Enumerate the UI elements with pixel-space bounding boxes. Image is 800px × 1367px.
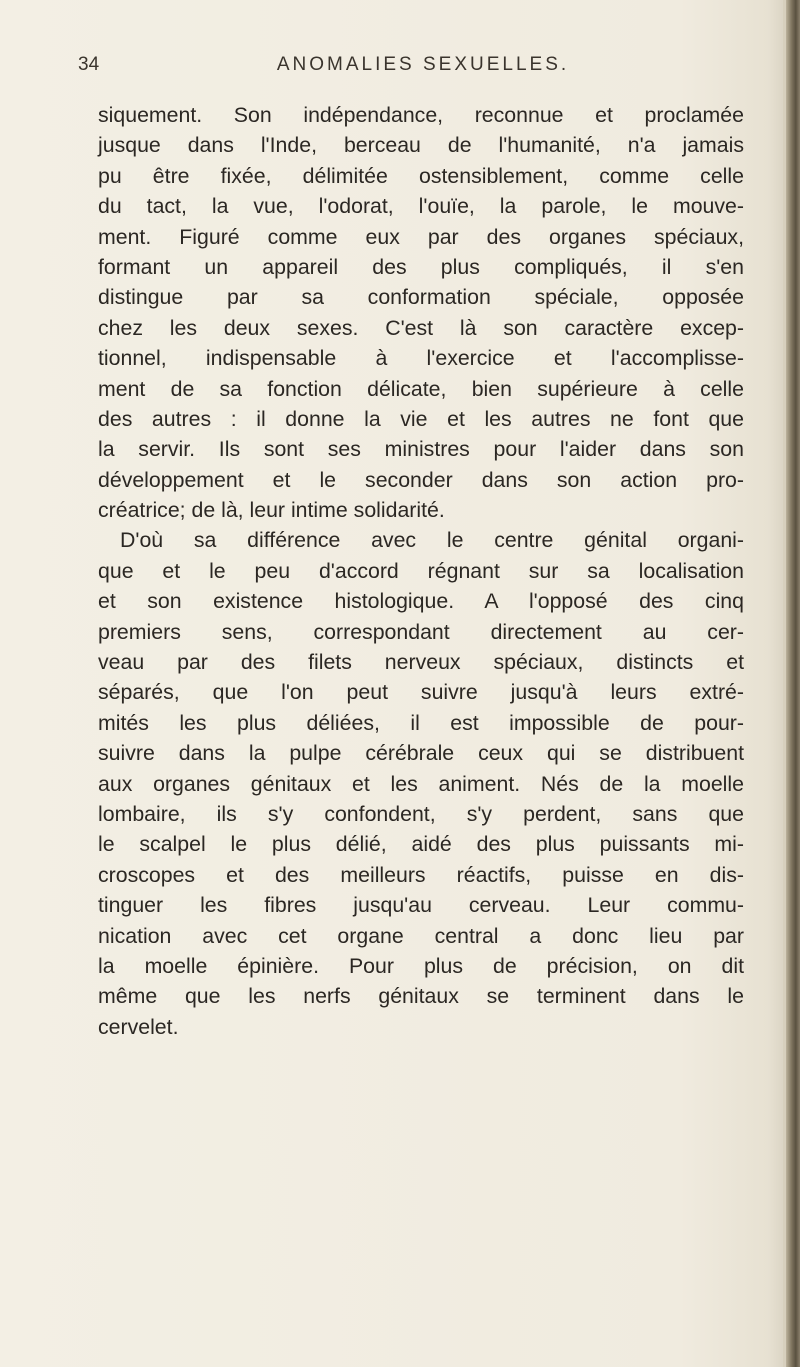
text-line: chez les deux sexes. C'est là son caractère excep-: [98, 315, 744, 340]
text-line: lombaire, ils s'y confondent, s'y perdent, sans que: [98, 801, 744, 826]
book-spine-edge: [786, 0, 800, 1367]
body-text: [98, 100, 744, 1042]
text-line: premiers sens, correspondant directement au cer-: [98, 619, 744, 644]
text-line: séparés, que l'on peut suivre jusqu'à leurs extré-: [98, 680, 744, 705]
text-line: veau par des filets nerveux spéciaux, distincts et: [98, 650, 744, 675]
page-header: [78, 54, 738, 80]
text-line: D'où sa différence avec le centre génital organi-: [120, 528, 744, 553]
text-line: formant un appareil des plus compliqués, il s'en: [98, 254, 744, 279]
text-line: cervelet.: [98, 1014, 179, 1039]
text-line: du tact, la vue, l'odorat, l'ouïe, la parole, le mouve-: [98, 194, 744, 219]
text-line: mités les plus déliées, il est impossible de pour-: [98, 710, 744, 735]
text-line: suivre dans la pulpe cérébrale ceux qui se distribuent: [98, 741, 744, 766]
text-line: le scalpel le plus délié, aidé des plus puissants mi-: [98, 832, 744, 857]
text-line: pu être fixée, délimitée ostensiblement, comme celle: [98, 163, 744, 188]
text-line: distingue par sa conformation spéciale, opposée: [98, 285, 744, 310]
text-line: que et le peu d'accord régnant sur sa localisation: [98, 558, 744, 583]
text-line: ment de sa fonction délicate, bien supérieure à celle: [98, 376, 744, 401]
page-number: 34: [78, 54, 100, 75]
text-line: siquement. Son indépendance, reconnue et proclamée: [98, 103, 744, 127]
text-line: croscopes et des meilleurs réactifs, puisse en dis-: [98, 862, 744, 887]
text-line: tinguer les fibres jusqu'au cerveau. Leur commu-: [98, 893, 744, 918]
text-line: jusque dans l'Inde, berceau de l'humanité, n'a jamais: [98, 133, 744, 158]
text-line: des autres : il donne la vie et les autres ne font que: [98, 406, 744, 431]
text-line: aux organes génitaux et les animent. Nés de la moelle: [98, 771, 744, 796]
text-line: la servir. Ils sont ses ministres pour l'aider dans son: [98, 437, 744, 462]
text-line: créatrice; de là, leur intime solidarité.: [98, 498, 445, 523]
text-line: ment. Figuré comme eux par des organes spéciaux,: [98, 224, 744, 249]
text-line: nication avec cet organe central a donc lieu par: [98, 923, 744, 948]
text-line: et son existence histologique. A l'opposé des cinq: [98, 589, 744, 614]
text-line: même que les nerfs génitaux se terminent dans le: [98, 984, 744, 1009]
running-title: ANOMALIES SEXUELLES.: [276, 54, 570, 75]
text-line: tionnel, indispensable à l'exercice et l'accomplisse-: [98, 346, 744, 371]
text-line: la moelle épinière. Pour plus de précision, on dit: [98, 953, 744, 978]
text-line: développement et le seconder dans son action pro-: [98, 467, 744, 492]
